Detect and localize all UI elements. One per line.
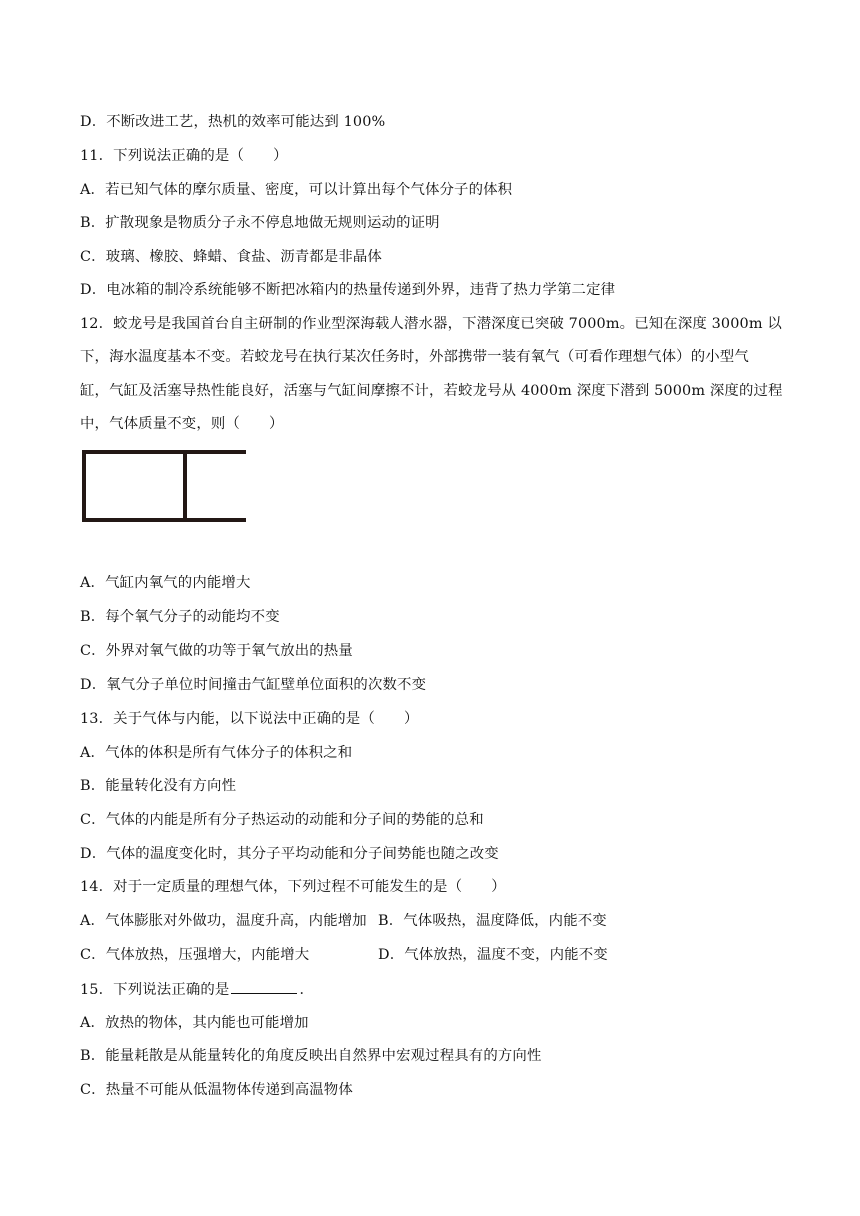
q11-option-a: A．若已知气体的摩尔质量、密度，可以计算出每个气体分子的体积	[80, 182, 513, 198]
q14-option-a: A．气体膨胀对外做功，温度升高，内能增加	[80, 913, 367, 929]
q11-option-c: C．玻璃、橡胶、蜂蜡、食盐、沥青都是非晶体	[80, 249, 382, 265]
q15-stem-text: 15．下列说法正确的是	[80, 982, 230, 998]
q12-stem-line-2: 下，海水温度基本不变。若蛟龙号在执行某次任务时，外部携带一装有氧气（可看作理想气体）的小型气	[80, 349, 749, 365]
q12-stem-line-4: 中，气体质量不变，则（ ）	[80, 416, 284, 432]
q12-option-b: B．每个氧气分子的动能均不变	[80, 609, 280, 625]
q12-stem-line-3: 缸，气缸及活塞导热性能良好，活塞与气缸间摩擦不计，若蛟龙号从 4000m 深度下潜到 5000m 深度的过程	[80, 383, 783, 399]
q13-option-a: A．气体的体积是所有气体分子的体积之和	[80, 745, 353, 761]
q12-option-d: D．氧气分子单位时间撞击气缸壁单位面积的次数不变	[80, 677, 427, 693]
q10-option-d: D．不断改进工艺，热机的效率可能达到 100%	[80, 114, 386, 130]
q11-option-b: B．扩散现象是物质分子永不停息地做无规则运动的证明	[80, 215, 440, 231]
q14-option-b: B．气体吸热，温度降低，内能不变	[378, 913, 607, 929]
q15-stem-end: ．	[299, 982, 315, 998]
q11-stem: 11．下列说法正确的是（ ）	[80, 148, 288, 164]
q13-option-c: C．气体的内能是所有分子热运动的动能和分子间的势能的总和	[80, 812, 484, 828]
q14-stem: 14．对于一定质量的理想气体，下列过程不可能发生的是（ ）	[80, 879, 506, 895]
cylinder-wall	[84, 452, 244, 520]
q13-option-d: D．气体的温度变化时，其分子平均动能和分子间势能也随之改变	[80, 846, 499, 862]
q15-option-a: A．放热的物体，其内能也可能增加	[80, 1015, 309, 1031]
q13-option-b: B．能量转化没有方向性	[80, 778, 237, 794]
q13-stem: 13．关于气体与内能，以下说法中正确的是（ ）	[80, 711, 419, 727]
q14-option-d: D．气体放热，温度不变，内能不变	[378, 947, 608, 963]
q15-option-c: C．热量不可能从低温物体传递到高温物体	[80, 1082, 353, 1098]
q12-option-a: A．气缸内氧气的内能增大	[80, 575, 251, 591]
answer-blank	[231, 979, 297, 994]
q11-option-d: D．电冰箱的制冷系统能够不断把冰箱内的热量传递到外界，违背了热力学第二定律	[80, 282, 616, 298]
q12-option-c: C．外界对氧气做的功等于氧气放出的热量	[80, 643, 353, 659]
cylinder-piston-figure	[80, 448, 250, 524]
q14-option-c: C．气体放热，压强增大，内能增大	[80, 947, 310, 963]
q12-stem-line-1: 12．蛟龙号是我国首台自主研制的作业型深海载人潜水器，下潜深度已突破 7000m。已知在深度 3000m 以	[80, 316, 782, 332]
q15-stem	[80, 979, 314, 1000]
q15-option-b: B．能量耗散是从能量转化的角度反映出自然界中宏观过程具有的方向性	[80, 1048, 542, 1064]
